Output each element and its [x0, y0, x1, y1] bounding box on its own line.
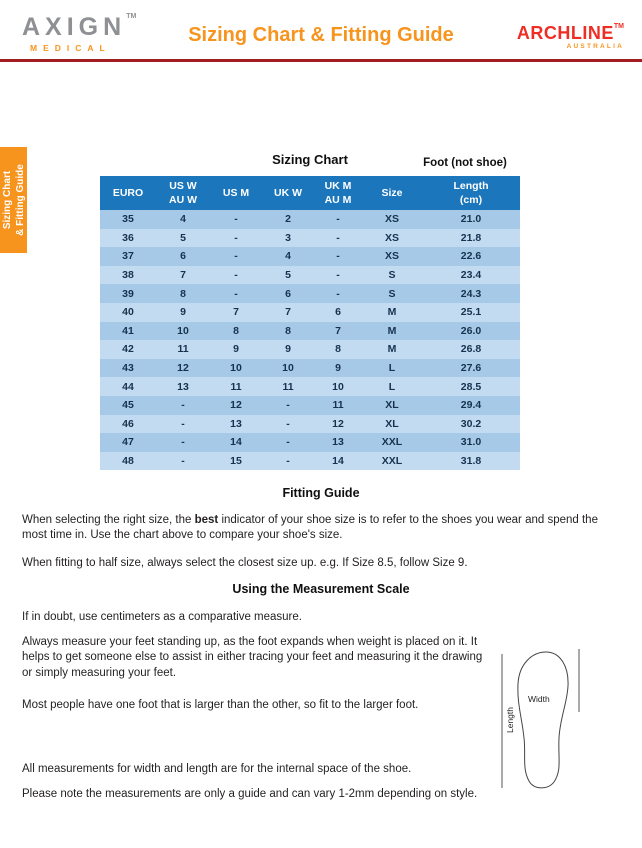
column-header: US W AU W	[156, 176, 210, 210]
table-cell: 12	[210, 396, 262, 415]
table-cell: -	[210, 284, 262, 303]
foot-measurement-diagram	[486, 646, 604, 796]
table-cell: S	[362, 266, 422, 285]
table-cell: 13	[314, 433, 362, 452]
table-cell: 15	[210, 452, 262, 471]
measurement-scale-heading: Using the Measurement Scale	[232, 582, 410, 596]
table-row	[100, 433, 520, 452]
measurement-paragraph-1: If in doubt, use centimeters as a comparative measure.	[22, 611, 302, 623]
width-label: Width	[528, 694, 550, 704]
table-cell: 8	[262, 322, 314, 341]
table-cell: M	[362, 340, 422, 359]
table-cell: M	[362, 303, 422, 322]
axign-trademark: TM	[126, 13, 137, 20]
table-cell: 26.0	[422, 322, 520, 341]
sizing-chart-table	[100, 176, 520, 470]
table-row	[100, 303, 520, 322]
paragraph-text: indicator of your shoe size is to refer to the shoes you wear and spend the most time in. Use the chart above to compare your shoe's size.	[22, 514, 598, 542]
table-cell: -	[156, 415, 210, 434]
table-cell: 21.0	[422, 210, 520, 229]
table-cell: 13	[210, 415, 262, 434]
page-title: Sizing Chart & Fitting Guide	[188, 24, 454, 46]
table-row	[100, 284, 520, 303]
table-cell: 46	[100, 415, 156, 434]
table-cell: -	[314, 266, 362, 285]
table-cell: 2	[262, 210, 314, 229]
table-cell: 44	[100, 377, 156, 396]
table-cell: 13	[156, 377, 210, 396]
table-cell: -	[314, 284, 362, 303]
table-row	[100, 247, 520, 266]
table-cell: 29.4	[422, 396, 520, 415]
table-cell: 8	[210, 322, 262, 341]
table-cell: 5	[262, 266, 314, 285]
column-header: EURO	[100, 176, 156, 210]
table-cell: S	[362, 284, 422, 303]
table-cell: 48	[100, 452, 156, 471]
table-cell: 40	[100, 303, 156, 322]
column-header: UK M AU M	[314, 176, 362, 210]
axign-logo	[22, 13, 136, 53]
table-cell: XXL	[362, 452, 422, 471]
fitting-guide-heading: Fitting Guide	[282, 486, 360, 500]
table-row	[100, 359, 520, 378]
table-cell: 28.5	[422, 377, 520, 396]
table-cell: 5	[156, 229, 210, 248]
table-cell: 30.2	[422, 415, 520, 434]
table-cell: 31.8	[422, 452, 520, 471]
sizing-table-body	[100, 210, 520, 470]
table-cell: L	[362, 377, 422, 396]
header	[0, 0, 642, 60]
table-cell: M	[362, 322, 422, 341]
table-cell: 42	[100, 340, 156, 359]
table-cell: 10	[314, 377, 362, 396]
table-cell: 11	[262, 377, 314, 396]
table-cell: 11	[156, 340, 210, 359]
table-cell: XL	[362, 396, 422, 415]
fitting-guide-paragraph-1	[22, 513, 626, 544]
table-cell: -	[314, 247, 362, 266]
table-cell: 9	[314, 359, 362, 378]
table-cell: 9	[156, 303, 210, 322]
foot-diagram-svg	[486, 646, 604, 796]
table-cell: 7	[262, 303, 314, 322]
column-header: Length (cm)	[422, 176, 520, 210]
sizing-table-head	[100, 176, 520, 210]
foot-outline	[518, 652, 568, 788]
column-header: US M	[210, 176, 262, 210]
foot-not-shoe-note: Foot (not shoe)	[423, 157, 507, 169]
table-cell: 7	[314, 322, 362, 341]
column-header: UK W	[262, 176, 314, 210]
table-cell: -	[314, 210, 362, 229]
table-row	[100, 415, 520, 434]
table-cell: 26.8	[422, 340, 520, 359]
paragraph-text: When selecting the right size, the	[22, 514, 195, 526]
table-cell: 24.3	[422, 284, 520, 303]
table-row	[100, 396, 520, 415]
table-cell: -	[262, 396, 314, 415]
measurement-paragraph-2: Always measure your feet standing up, as the foot expands when weight is placed on it. It helps to get someone else to assist in either tracing your feet and measuring it the drawing or simply measuring your feet.	[22, 636, 483, 679]
table-cell: 8	[156, 284, 210, 303]
table-cell: 6	[262, 284, 314, 303]
table-cell: -	[210, 266, 262, 285]
table-cell: 35	[100, 210, 156, 229]
table-cell: -	[210, 229, 262, 248]
side-tab-line2: & Fitting Guide	[14, 164, 26, 236]
table-cell: 36	[100, 229, 156, 248]
table-cell: 7	[156, 266, 210, 285]
table-row	[100, 377, 520, 396]
table-cell: 23.4	[422, 266, 520, 285]
measurement-paragraph-5: Please note the measurements are only a guide and can vary 1-2mm depending on style.	[22, 788, 478, 800]
table-cell: 39	[100, 284, 156, 303]
table-cell: 9	[262, 340, 314, 359]
axign-logo-text: AXIGN	[22, 13, 127, 41]
sizing-table-head-row	[100, 176, 520, 210]
table-cell: 38	[100, 266, 156, 285]
table-row	[100, 340, 520, 359]
table-cell: -	[314, 229, 362, 248]
table-cell: 11	[210, 377, 262, 396]
measurement-paragraph-4: All measurements for width and length are for the internal space of the shoe.	[22, 763, 412, 775]
table-cell: 4	[262, 247, 314, 266]
archline-logo-subtext: AUSTRALIA	[566, 43, 624, 50]
table-cell: -	[262, 452, 314, 471]
table-cell: 47	[100, 433, 156, 452]
table-cell: 9	[210, 340, 262, 359]
table-cell: -	[156, 433, 210, 452]
table-cell: L	[362, 359, 422, 378]
length-label: Length	[505, 707, 515, 733]
table-cell: XXL	[362, 433, 422, 452]
table-cell: 11	[314, 396, 362, 415]
table-cell: -	[210, 247, 262, 266]
archline-trademark: TM	[613, 23, 624, 30]
table-row	[100, 452, 520, 471]
table-cell: 37	[100, 247, 156, 266]
side-tab-text	[1, 164, 27, 236]
table-cell: 3	[262, 229, 314, 248]
archline-logo-row	[517, 23, 624, 44]
table-cell: 45	[100, 396, 156, 415]
table-cell: -	[262, 415, 314, 434]
table-cell: 7	[210, 303, 262, 322]
table-row	[100, 322, 520, 341]
table-cell: -	[262, 433, 314, 452]
table-cell: 10	[156, 322, 210, 341]
column-header: Size	[362, 176, 422, 210]
table-cell: XL	[362, 415, 422, 434]
table-row	[100, 266, 520, 285]
archline-logo-text: ARCHLINE	[516, 23, 614, 43]
table-cell: -	[156, 396, 210, 415]
side-tab-line1: Sizing Chart	[1, 170, 13, 230]
axign-logo-row	[22, 13, 136, 42]
table-cell: -	[210, 210, 262, 229]
table-cell: XS	[362, 229, 422, 248]
table-cell: 43	[100, 359, 156, 378]
table-cell: 27.6	[422, 359, 520, 378]
bold-text: best	[194, 514, 219, 526]
archline-logo	[517, 23, 624, 50]
table-cell: 8	[314, 340, 362, 359]
axign-logo-subtext: MEDICAL	[30, 43, 111, 53]
side-tab	[0, 147, 27, 253]
table-cell: 21.8	[422, 229, 520, 248]
table-cell: 14	[314, 452, 362, 471]
table-cell: 4	[156, 210, 210, 229]
table-cell: 25.1	[422, 303, 520, 322]
sizing-chart-heading: Sizing Chart	[272, 152, 348, 167]
header-divider	[0, 59, 642, 62]
table-cell: XS	[362, 247, 422, 266]
table-cell: 6	[314, 303, 362, 322]
table-cell: 10	[262, 359, 314, 378]
table-cell: -	[156, 452, 210, 471]
table-cell: 12	[156, 359, 210, 378]
table-cell: 6	[156, 247, 210, 266]
table-row	[100, 210, 520, 229]
table-cell: 41	[100, 322, 156, 341]
table-cell: 31.0	[422, 433, 520, 452]
measurement-paragraph-3: Most people have one foot that is larger than the other, so fit to the larger foot.	[22, 699, 419, 711]
table-row	[100, 229, 520, 248]
table-cell: 22.6	[422, 247, 520, 266]
table-cell: XS	[362, 210, 422, 229]
table-cell: 12	[314, 415, 362, 434]
table-cell: 10	[210, 359, 262, 378]
table-cell: 14	[210, 433, 262, 452]
fitting-guide-paragraph-2: When fitting to half size, always select the closest size up. e.g. If Size 8.5, follow Size 9.	[22, 557, 468, 569]
